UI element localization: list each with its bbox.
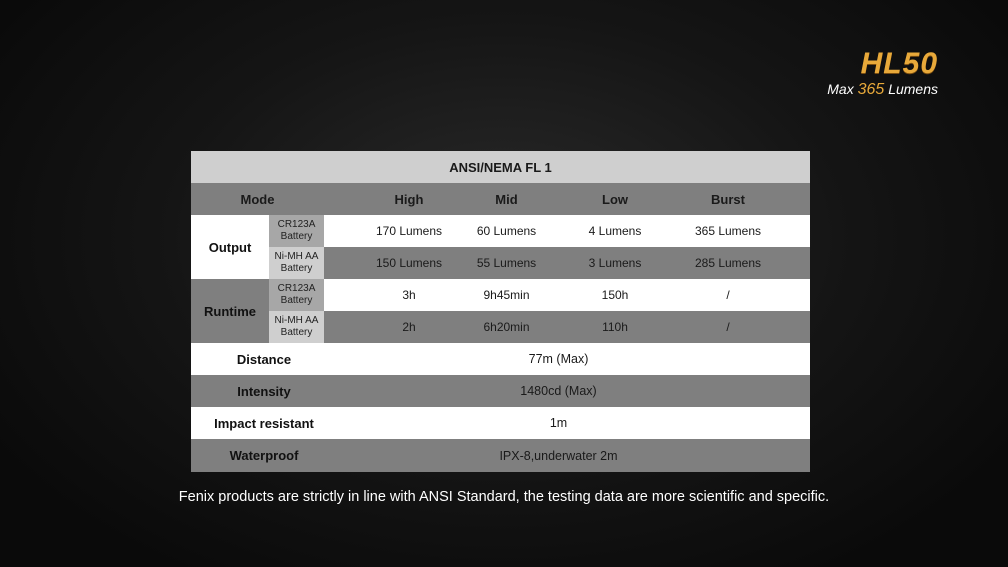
- battery-label: Ni-MH AA Battery: [269, 247, 324, 279]
- max-lumens: [827, 80, 938, 99]
- impact-label: Impact resistant: [214, 415, 314, 431]
- output-nimh-mid: 55 Lumens: [476, 256, 537, 270]
- waterproof-value: IPX-8,underwater 2m: [499, 448, 618, 463]
- runtime-cr123a-burst: /: [726, 288, 730, 302]
- output-cr123a-mid: 60 Lumens: [476, 224, 537, 238]
- output-nimh-high: 150 Lumens: [375, 256, 443, 270]
- impact-value: 1m: [549, 416, 568, 430]
- table-row: [191, 439, 810, 472]
- runtime-label: Runtime: [204, 303, 256, 319]
- standard-row: [191, 151, 810, 183]
- table-row: [269, 311, 810, 343]
- header-mode: Mode: [240, 191, 275, 207]
- model-title: HL50: [860, 47, 938, 80]
- distance-value: 77m (Max): [528, 352, 589, 366]
- output-nimh-burst: 285 Lumens: [694, 256, 762, 270]
- battery-label: CR123A Battery: [269, 215, 324, 247]
- footer-note: Fenix products are strictly in line with ANSI Standard, the testing data are more scientific and specific.: [178, 489, 830, 505]
- runtime-nimh-low: 110h: [602, 320, 628, 334]
- output-nimh-low: 3 Lumens: [588, 256, 642, 270]
- output-label: Output: [208, 239, 252, 255]
- max-suffix: Lumens: [888, 81, 938, 97]
- output-cr123a-burst: 365 Lumens: [694, 224, 762, 238]
- table-row: [191, 375, 810, 407]
- header-row: [191, 183, 810, 215]
- intensity-value: 1480cd (Max): [520, 384, 597, 398]
- runtime-section: [191, 279, 269, 343]
- header-high: High: [394, 191, 424, 207]
- battery-label: CR123A Battery: [269, 279, 324, 311]
- table-row: [269, 215, 810, 247]
- table-row: [191, 407, 810, 439]
- battery-label: Ni-MH AA Battery: [269, 311, 324, 343]
- runtime-nimh-high: 2h: [402, 320, 416, 334]
- waterproof-label: Waterproof: [229, 448, 299, 463]
- distance-label: Distance: [236, 351, 292, 367]
- runtime-cr123a-low: 150h: [601, 288, 629, 302]
- output-cr123a-low: 4 Lumens: [588, 224, 642, 238]
- runtime-cr123a-high: 3h: [402, 288, 416, 302]
- table-row: [191, 343, 810, 375]
- standard-title: ANSI/NEMA FL 1: [449, 159, 552, 175]
- max-value: 365: [857, 81, 885, 98]
- max-prefix: Max: [827, 81, 854, 97]
- header-low: Low: [602, 191, 628, 207]
- runtime-nimh-mid: 6h20min: [483, 320, 530, 334]
- table-row: [269, 247, 810, 279]
- runtime-cr123a-mid: 9h45min: [483, 288, 530, 302]
- header-burst: Burst: [711, 191, 745, 207]
- header-mid: Mid: [495, 191, 518, 207]
- spec-table: [191, 151, 810, 472]
- runtime-nimh-burst: /: [726, 320, 730, 334]
- output-cr123a-high: 170 Lumens: [375, 224, 443, 238]
- table-row: [269, 279, 810, 311]
- intensity-label: Intensity: [237, 383, 291, 399]
